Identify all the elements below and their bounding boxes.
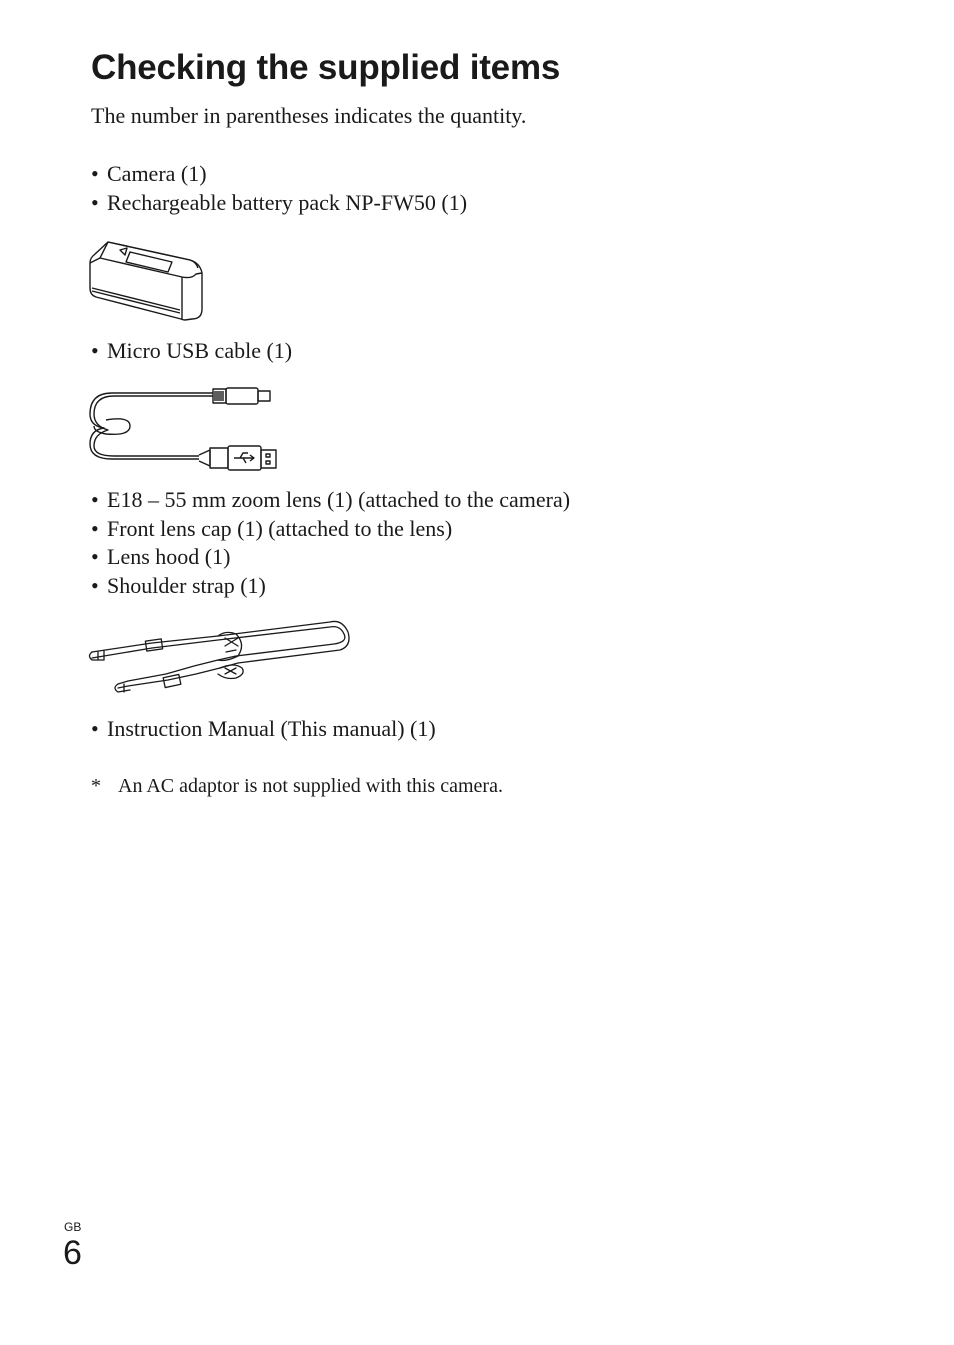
list-item-label: Instruction Manual (This manual) (1): [107, 716, 436, 741]
list-item-label: Front lens cap (1) (attached to the lens): [107, 516, 453, 541]
bullet: •: [91, 190, 99, 215]
bullet: •: [91, 716, 99, 741]
bullet: •: [91, 487, 99, 512]
list-item-battery: [91, 189, 467, 217]
footnote-mark: *: [91, 775, 101, 797]
list-item-lens-hood: [91, 543, 230, 571]
shoulder-strap-icon: [86, 616, 358, 702]
footnote: [91, 773, 503, 799]
list-item-label: Lens hood (1): [107, 544, 231, 569]
list-item-label: Camera (1): [107, 161, 207, 186]
bullet: •: [91, 573, 99, 598]
list-item-label: Shoulder strap (1): [107, 573, 266, 598]
list-item-label: E18 – 55 mm zoom lens (1) (attached to the camera): [107, 487, 571, 512]
footnote-text: An AC adaptor is not supplied with this camera.: [118, 775, 503, 797]
list-item-usb-cable: [91, 337, 292, 365]
list-item-label: Micro USB cable (1): [107, 338, 293, 363]
list-item-lens-cap: [91, 515, 452, 543]
list-item-camera: [91, 160, 207, 188]
list-item-label: Rechargeable battery pack NP-FW50 (1): [107, 190, 468, 215]
micro-usb-cable-icon: [86, 382, 282, 474]
language-code: GB: [64, 1220, 82, 1234]
page-title: Checking the supplied items: [91, 48, 561, 87]
page-number: 6: [63, 1234, 82, 1272]
intro-text: The number in parentheses indicates the quantity.: [91, 103, 527, 128]
battery-pack-icon: [86, 236, 208, 326]
list-item-shoulder-strap: [91, 572, 266, 600]
bullet: •: [91, 544, 99, 569]
bullet: •: [91, 161, 99, 186]
bullet: •: [91, 338, 99, 363]
list-item-manual: [91, 715, 436, 743]
list-item-zoom-lens: [91, 486, 570, 514]
bullet: •: [91, 516, 99, 541]
